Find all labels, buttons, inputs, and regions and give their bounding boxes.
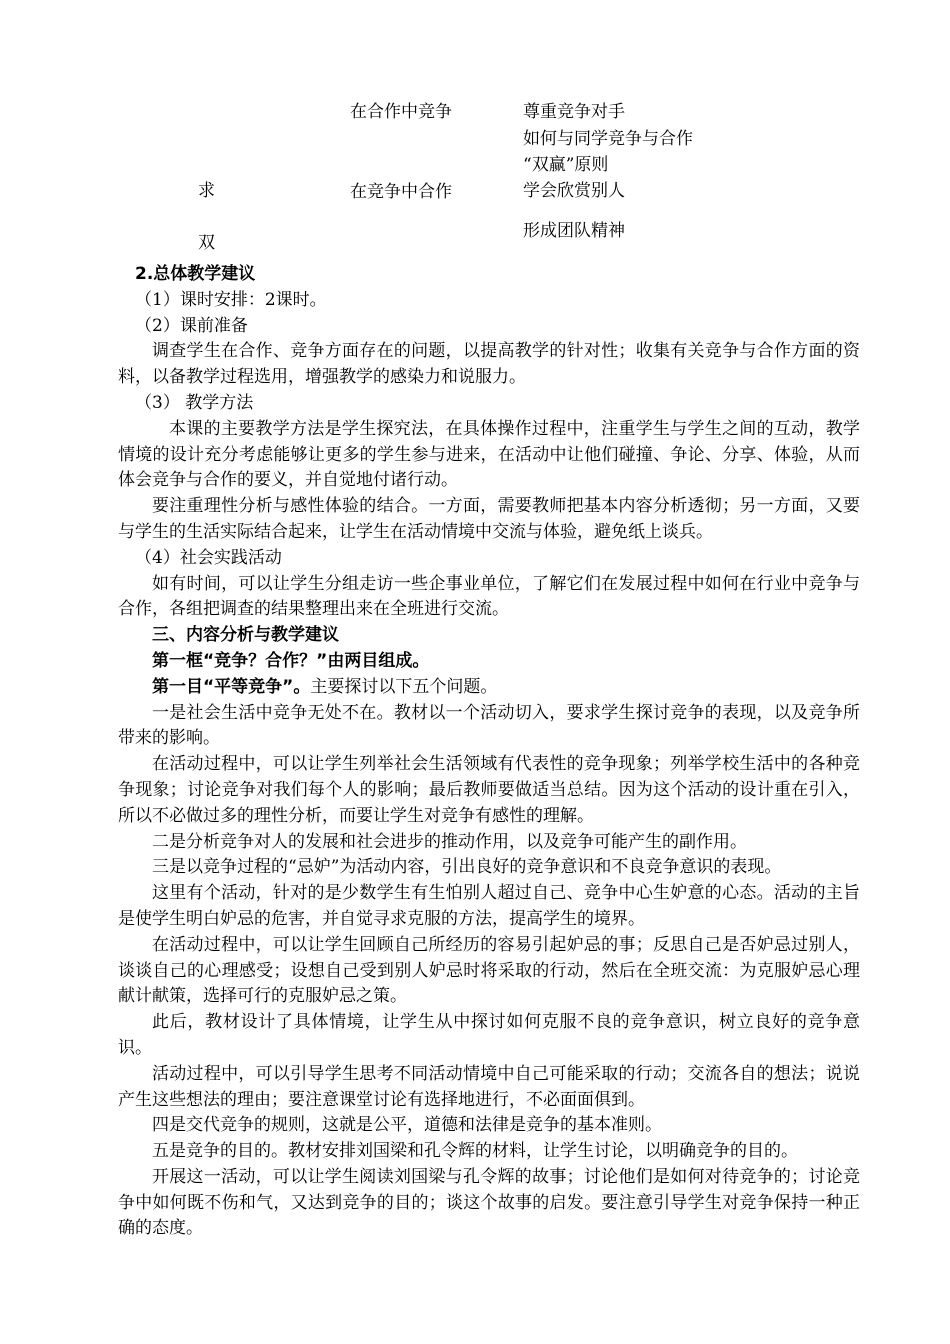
paragraph: 开展这一活动，可以让学生阅读刘国梁与孔令辉的故事；讨论他们是如何对待竞争的；讨论竞争中如何既不伤和气，又达到竞争的目的；谈这个故事的启发。要注意引导学生对竞争保持一种正确的态度。 — [118, 1166, 860, 1239]
document-body — [118, 262, 860, 1242]
paragraph: 一是社会生活中竞争无处不在。教材以一个活动切入，要求学生探讨竞争的表现，以及竞争所带来的影响。 — [118, 702, 860, 749]
paragraph: 调查学生在合作、竞争方面存在的问题，以提高教学的针对性；收集有关竞争与合作方面的资料，以备教学过程选用，增强教学的感染力和说服力。 — [118, 341, 860, 388]
paragraph: 如有时间，可以让学生分组走访一些企事业单位，了解它们在发展过程中如何在行业中竞争与合作，各组把调查的结果整理出来在全班进行交流。 — [118, 573, 860, 620]
subheading: （1）课时安排：2课时。 — [135, 289, 327, 310]
outline-col2-item: 在合作中竞争 — [350, 102, 452, 122]
subheading: （3） 教学方法 — [135, 392, 254, 413]
subheading: （4）社会实践活动 — [135, 547, 282, 568]
paragraph: 在活动过程中，可以让学生回顾自己所经历的容易引起妒忌的事；反思自己是否妒忌过别人，谈谈自己的心理感受；设想自己受到别人妒忌时将采取的行动，然后在全班交流：为克服妒忌心理献计献策，选择可行的克服妒忌之策。 — [118, 934, 860, 1007]
paragraph: 此后，教材设计了具体情境，让学生从中探讨如何克服不良的竞争意识，树立良好的竞争意识。 — [118, 1012, 860, 1058]
paragraph: 五是竞争的目的。教材安排刘国梁和孔令辉的材料，让学生讨论，以明确竞争的目的。 — [152, 1141, 798, 1162]
section-heading: 三、内容分析与教学建议 — [152, 625, 339, 646]
subheading: （2）课前准备 — [135, 315, 248, 336]
item-intro: 主要探讨以下五个问题。 — [310, 676, 498, 697]
outline-col3-item: “双赢”原则 — [523, 155, 609, 175]
paragraph: 二是分析竞争对人的发展和社会进步的推动作用，以及竞争可能产生的副作用。 — [152, 831, 747, 852]
outline-col3-item: 形成团队精神 — [523, 221, 625, 241]
outline-col3-item: 如何与同学竞争与合作 — [523, 129, 693, 149]
paragraph: 在活动过程中，可以让学生列举社会生活领域有代表性的竞争现象；列举学校生活中的各种竞争现象；讨论竞争对我们每个人的影响；最后教师要做适当总结。因为这个活动的设计重在引入，所以不必做过多的理性分析，而要让学生对竞争有感性的理解。 — [118, 754, 860, 826]
paragraph: 本课的主要教学方法是学生探究法，在具体操作过程中，注重学生与学生之间的互动，教学情境的设计充分考虑能够让更多的学生参与进来，在活动中让他们碰撞、争论、分享、体验，从而体会竞争与合作的要义，并自觉地付诸行动。 — [118, 418, 860, 491]
outline-col2-item: 在竞争中合作 — [350, 182, 452, 202]
paragraph: 这里有个活动，针对的是少数学生有生怕别人超过自己、竞争中心生妒意的心态。活动的主旨是使学生明白妒忌的危害，并自觉寻求克服的方法，提高学生的境界。 — [118, 883, 860, 929]
frame-heading: 第一框“竞争？合作？”由两目组成。 — [152, 650, 430, 671]
item-heading: 第一目“平等竞争”。 — [152, 676, 311, 697]
paragraph: 三是以竞争过程的“忌妒”为活动内容，引出良好的竞争意识和不良竞争意识的表现。 — [152, 857, 782, 878]
paragraph: 要注重理性分析与感性体验的结合。一方面，需要教师把基本内容分析透彻；另一方面，又要与学生的生活实际结合起来，让学生在活动情境中交流与体验，避免纸上谈兵。 — [118, 496, 860, 542]
section-heading: 2.总体教学建议 — [135, 264, 256, 284]
outline-col1-char: 双 — [198, 233, 215, 253]
paragraph — [118, 675, 860, 701]
paragraph: 四是交代竞争的规则，这就是公平，道德和法律是竞争的基本准则。 — [152, 1115, 662, 1136]
outline-col1-char: 求 — [198, 181, 215, 201]
paragraph: 活动过程中，可以引导学生思考不同活动情境中自己可能采取的行动；交流各自的想法；说说产生这些想法的理由；要注意课堂讨论有选择地进行，不必面面俱到。 — [118, 1063, 860, 1110]
outline-col3-item: 尊重竞争对手 — [523, 102, 625, 122]
outline-col3-item: 学会欣赏别人 — [523, 181, 625, 201]
